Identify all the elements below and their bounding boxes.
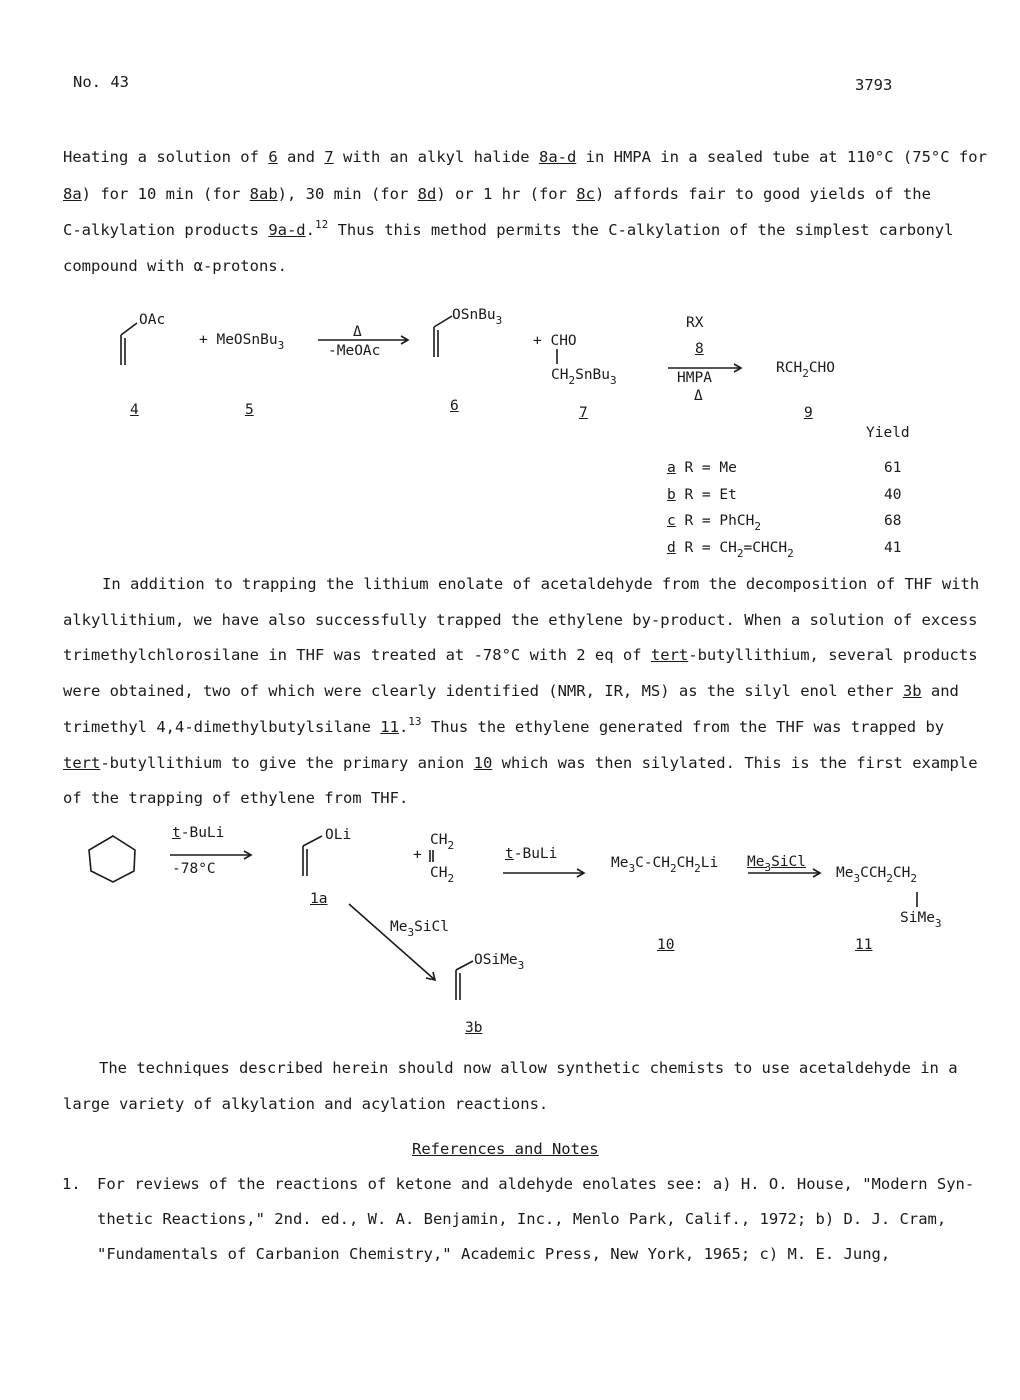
- hmpa-label: HMPA: [677, 370, 712, 386]
- rx-label: RX: [686, 315, 704, 331]
- oac-label: OAc: [139, 312, 166, 328]
- ch2snbu3-label: $CH_2SnBu_3$: [551, 367, 617, 387]
- osnbu3-label: OSnBu$_3$: [452, 307, 503, 327]
- paragraph-2-line-2: alkyllithium, we have also successfully trapped the ethylene by-product. When a solution of excess: [63, 611, 978, 629]
- compound-label-11: 11: [855, 937, 873, 953]
- paragraph-1-line-4: compound with α-protons.: [63, 257, 287, 275]
- compound-4-bond-1: [121, 323, 137, 335]
- ref-12-superscript: 12: [314, 218, 329, 231]
- yield-row-b: b R = Et: [667, 487, 737, 503]
- reference-1-number: 1.: [62, 1175, 81, 1193]
- compound-label-9: 9: [804, 405, 813, 421]
- reference-1-line-3: "Fundamentals of Carbanion Chemistry," Academic Press, New York, 1965; c) M. E. Jung,: [97, 1245, 891, 1263]
- yield-header: Yield: [866, 425, 910, 441]
- compound-11-formula: $Me_3CCH_2CH_2$: [836, 865, 918, 885]
- paragraph-1-line-2: 8a) for 10 min (for 8ab), 30 min (for 8d) or 1 hr (for 8c) affords fair to good yields of the: [63, 185, 931, 203]
- ethylene-ch2-bottom: $CH_2$: [430, 865, 455, 885]
- tbuli-label-1: t-BuLi: [172, 825, 225, 841]
- compound-3b-bond-1: [456, 961, 473, 970]
- rch2cho-product: $RCH_2CHO$: [776, 360, 836, 380]
- me3sicl-reagent: $Me_3SiCl$: [747, 854, 807, 874]
- yield-row-c: c R = PhCH$_2$: [667, 513, 761, 533]
- heat-delta: Δ: [353, 324, 362, 340]
- compound-1a-bond-1: [303, 836, 322, 846]
- references-heading: References and Notes: [412, 1140, 599, 1158]
- cho-label: + CHO: [533, 333, 577, 349]
- reference-1-line-2: thetic Reactions," 2nd. ed., W. A. Benjamin, Inc., Menlo Park, Calif., 1972; b) D. J. Cram,: [97, 1210, 947, 1228]
- oli-label: OLi: [325, 827, 352, 843]
- temperature-label: -78°C: [172, 861, 216, 877]
- tbuli-label-2: t-BuLi: [505, 846, 558, 862]
- paragraph-3-line-2: large variety of alkylation and acylation reactions.: [63, 1095, 549, 1113]
- paragraph-3-line-1: The techniques described herein should now allow synthetic chemists to use acetaldehyde in a: [99, 1059, 958, 1077]
- yield-value-c: 68: [884, 513, 902, 529]
- yield-row-d: d $R = CH_2=CHCH_2$: [667, 540, 794, 560]
- paragraph-2-line-1: In addition to trapping the lithium enolate of acetaldehyde from the decomposition of THF with: [102, 575, 980, 593]
- reference-1-line-1: For reviews of the reactions of ketone and aldehyde enolates see: a) H. O. House, "Modern Syn-: [97, 1175, 975, 1193]
- compound-label-10: 10: [657, 937, 675, 953]
- me3sicl-diagonal-reagent: $Me_3SiCl$: [390, 919, 450, 939]
- ethylene-ch2-top: $CH_2$: [430, 832, 455, 852]
- thf-ring: [89, 836, 135, 882]
- yield-value-d: 41: [884, 540, 902, 556]
- paragraph-2-line-7: of the trapping of ethylene from THF.: [63, 789, 409, 807]
- compound-label-5: 5: [245, 402, 254, 418]
- paragraph-2-line-4: were obtained, two of which were clearly identified (NMR, IR, MS) as the silyl enol ether 3b and: [63, 682, 959, 700]
- paragraph-1-line-3: C-alkylation products 9a-d.$^{12}$ Thus this method permits the C-alkylation of the simplest carbonyl: [63, 218, 954, 239]
- yield-value-a: 61: [884, 460, 902, 476]
- paragraph-1-line-1: Heating a solution of 6 and 7 with an alkyl halide 8a-d in HMPA in a sealed tube at 110°C (75°C for: [63, 148, 987, 166]
- page-number: 3793: [855, 76, 893, 94]
- compound-label-6: 6: [450, 398, 459, 414]
- compound-label-1a: 1a: [310, 891, 328, 907]
- compound-label-4: 4: [130, 402, 139, 418]
- meoac-byproduct: -MeOAc: [328, 343, 381, 359]
- sime3-label: SiMe$_3$: [900, 910, 942, 930]
- diagonal-arrow-shaft: [349, 904, 435, 980]
- heat-delta-2: Δ: [694, 388, 703, 404]
- paragraph-2-line-6: tert-butyllithium to give the primary anion 10 which was then silylated. This is the first example: [63, 754, 978, 772]
- journal-issue-number: No. 43: [73, 73, 129, 91]
- meosnbu3-reagent: + MeOSnBu$_3$: [199, 332, 285, 352]
- ref-13-superscript: 13: [408, 715, 422, 728]
- plus-sign: +: [413, 847, 422, 863]
- anion-10-formula: $Me_3C-CH_2CH_2Li$: [611, 855, 719, 875]
- osime3-label: OSiMe$_3$: [474, 952, 525, 972]
- paragraph-2-line-3: trimethylchlorosilane in THF was treated at -78°C with 2 eq of tert-butyllithium, several products: [63, 646, 978, 664]
- compound-6-bond-1: [434, 316, 452, 327]
- yield-value-b: 40: [884, 487, 902, 503]
- yield-row-a: a R = Me: [667, 460, 737, 476]
- paragraph-2-line-5: trimethyl 4,4-dimethylbutylsilane 11.13 Thus the ethylene generated from the THF was trapped by: [63, 715, 945, 736]
- reagent-8-label: 8: [695, 341, 704, 357]
- compound-label-7: 7: [579, 405, 588, 421]
- compound-label-3b: 3b: [465, 1020, 483, 1036]
